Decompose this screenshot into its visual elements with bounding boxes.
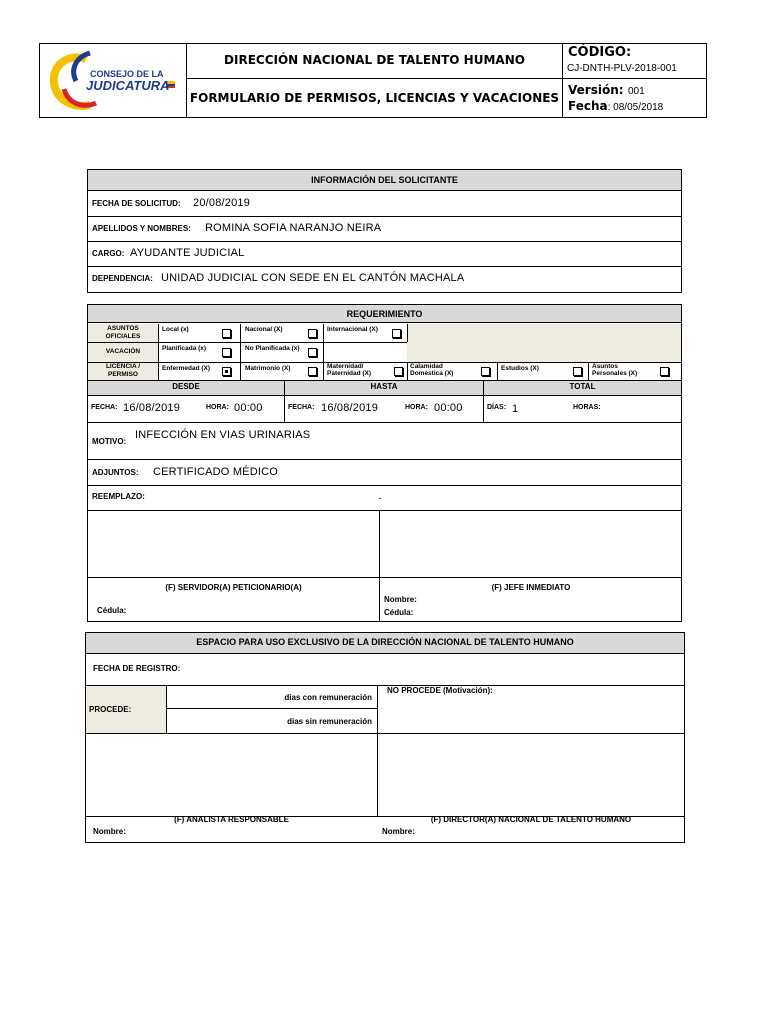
dependencia-value: UNIDAD JUDICIAL CON SEDE EN EL CANTÓN MACHALA (161, 272, 465, 284)
hasta-hora-label: HORA: (405, 404, 428, 411)
header-subtitle: FORMULARIO DE PERMISOS, LICENCIAS Y VACACIONES (189, 91, 560, 105)
internacional-checkbox[interactable] (392, 329, 401, 338)
desde-fecha-value: 16/08/2019 (123, 402, 181, 414)
local-option: Local (x) (162, 326, 189, 333)
maternidad-option: Maternidad/ Paternidad (X) (327, 363, 372, 377)
dias-label: DÍAS: (487, 404, 507, 411)
estudios-checkbox[interactable] (573, 367, 582, 376)
requerimiento-title: REQUERIMIENTO (346, 309, 423, 319)
sin-remuneracion-label: días sin remuneración (287, 717, 372, 726)
adjuntos-value: CERTIFICADO MÉDICO (153, 466, 279, 478)
col-divider (158, 324, 159, 380)
analista-signature-area[interactable] (86, 734, 376, 815)
calamidad-checkbox[interactable] (481, 367, 490, 376)
logo-line1: CONSEJO DE LA (90, 69, 164, 79)
desde-hora-label: HORA: (206, 404, 229, 411)
total-header: TOTAL (569, 382, 596, 391)
analista-nombre-label: Nombre: (93, 827, 126, 836)
row-divider (87, 342, 407, 343)
jefe-signature-label: (F) JEFE INMEDIATO (491, 583, 571, 592)
logo-line2: JUDICATURA (86, 78, 170, 93)
version-value: 001 (627, 86, 645, 97)
col-divider (240, 324, 241, 380)
motivo-label: MOTIVO: (92, 437, 127, 446)
asuntos-personales-checkbox[interactable] (660, 367, 669, 376)
row-divider (87, 216, 682, 217)
col-divider (407, 324, 408, 342)
codigo-label: CÓDIGO: (568, 45, 632, 60)
jefe-cedula-label: Cédula: (384, 608, 414, 617)
jefe-signature-area[interactable] (380, 511, 681, 577)
reemplazo-label: REEMPLAZO: (92, 492, 145, 501)
director-nombre-label: Nombre: (382, 827, 415, 836)
local-checkbox[interactable] (222, 329, 231, 338)
no-planificada-option: No Planificada (x) (245, 345, 300, 352)
planificada-option: Planificada (x) (162, 345, 207, 352)
desde-fecha-label: FECHA: (91, 404, 118, 411)
adjuntos-label: ADJUNTOS: (92, 468, 139, 477)
dias-value: 1 (512, 403, 519, 415)
options-fill (407, 324, 681, 362)
hasta-header: HASTA (370, 382, 398, 391)
col-divider (588, 362, 589, 380)
row-divider (87, 459, 682, 460)
row-divider (85, 685, 685, 686)
hasta-fecha-value: 16/08/2019 (321, 402, 379, 414)
motivo-value: INFECCIÓN EN VIAS URINARIAS (135, 429, 311, 441)
col-divider (323, 324, 324, 380)
col-divider (497, 362, 498, 380)
director-signature-area[interactable] (378, 734, 684, 815)
fecha-row (568, 97, 663, 115)
nombres-value: ROMINA SOFIA NARANJO NEIRA (205, 222, 382, 234)
maternidad-checkbox[interactable] (394, 367, 403, 376)
fecha-label: Fecha (568, 99, 608, 113)
row-divider (87, 241, 682, 242)
jefe-nombre-label: Nombre: (384, 595, 417, 604)
internacional-option: Internacional (X) (327, 326, 378, 333)
nacional-option: Nacional (X) (245, 326, 283, 333)
talento-title-bar (86, 633, 684, 654)
nombres-label: APELLIDOS Y NOMBRES: (92, 224, 191, 233)
header-divider-right (562, 43, 563, 118)
col-divider (407, 362, 408, 380)
fecha-value: : 08/05/2018 (607, 102, 664, 113)
fecha-registro-label: FECHA DE REGISTRO: (93, 664, 181, 673)
matrimonio-option: Matrimonio (X) (245, 365, 291, 372)
fecha-solicitud-label: FECHA DE SOLICITUD: (92, 199, 181, 208)
cargo-value: AYUDANTE JUDICIAL (130, 247, 245, 259)
solicitante-title: INFORMACIÓN DEL SOLICITANTE (311, 175, 458, 185)
enfermedad-option: Enfermedad (X) (162, 365, 211, 372)
calamidad-option: Calamidad Doméstica (X) (410, 363, 454, 377)
no-procede-label: NO PROCEDE (Motivación): (387, 686, 493, 695)
cargo-label: CARGO: (92, 249, 125, 258)
no-planificada-checkbox[interactable] (308, 348, 317, 357)
fecha-solicitud-value: 20/08/2019 (193, 197, 251, 209)
solicitante-title-bar (88, 170, 681, 191)
reemplazo-dot: . (379, 492, 382, 501)
matrimonio-checkbox[interactable] (308, 367, 317, 376)
desde-header: DESDE (172, 382, 200, 391)
row-divider (87, 395, 682, 396)
enfermedad-checkbox[interactable] (222, 367, 231, 376)
header-divider-mid (186, 78, 707, 79)
planificada-checkbox[interactable] (222, 348, 231, 357)
estudios-option: Estudios (X) (501, 365, 539, 372)
codigo-value: CJ-DNTH-PLV-2018-001 (567, 63, 677, 74)
con-remuneracion-label: días con remuneración (284, 693, 372, 702)
procede-label: PROCEDE: (89, 705, 132, 714)
vacacion-label: VACACIÓN (105, 348, 141, 355)
requerimiento-title-bar (88, 305, 681, 323)
director-signature-label: (F) DIRECTOR(A) NACIONAL DE TALENTO HUMANO (430, 815, 632, 824)
logo (46, 47, 181, 113)
version-label: Versión: (568, 83, 624, 97)
row-divider (87, 422, 682, 423)
desde-hora-value: 00:00 (234, 402, 263, 414)
servidor-cedula-label: Cédula: (97, 606, 127, 615)
servidor-signature-label: (F) SERVIDOR(A) PETICIONARIO(A) (165, 583, 302, 592)
licencia-label: LICENCIA / PERMISO (105, 363, 141, 378)
row-divider (87, 266, 682, 267)
hasta-fecha-label: FECHA: (288, 404, 315, 411)
hasta-hora-value: 00:00 (434, 402, 463, 414)
nacional-checkbox[interactable] (308, 329, 317, 338)
talento-title: ESPACIO PARA USO EXCLUSIVO DE LA DIRECCIÓN NACIONAL DE TALENTO HUMANO (196, 637, 574, 647)
analista-signature-label: (F) ANALISTA RESPONSABLE (174, 815, 289, 824)
row-divider (87, 485, 682, 486)
horas-label: HORAS: (573, 404, 601, 411)
asuntos-oficiales-label: ASUNTOS OFICIALES (105, 325, 141, 340)
dependencia-label: DEPENDENCIA: (92, 274, 153, 283)
row-divider (87, 577, 682, 578)
header-title: DIRECCIÓN NACIONAL DE TALENTO HUMANO (224, 53, 525, 67)
asuntos-personales-option: Asuntos Personales (X) (592, 363, 638, 377)
servidor-signature-area[interactable] (88, 511, 378, 577)
row-divider (166, 708, 377, 709)
